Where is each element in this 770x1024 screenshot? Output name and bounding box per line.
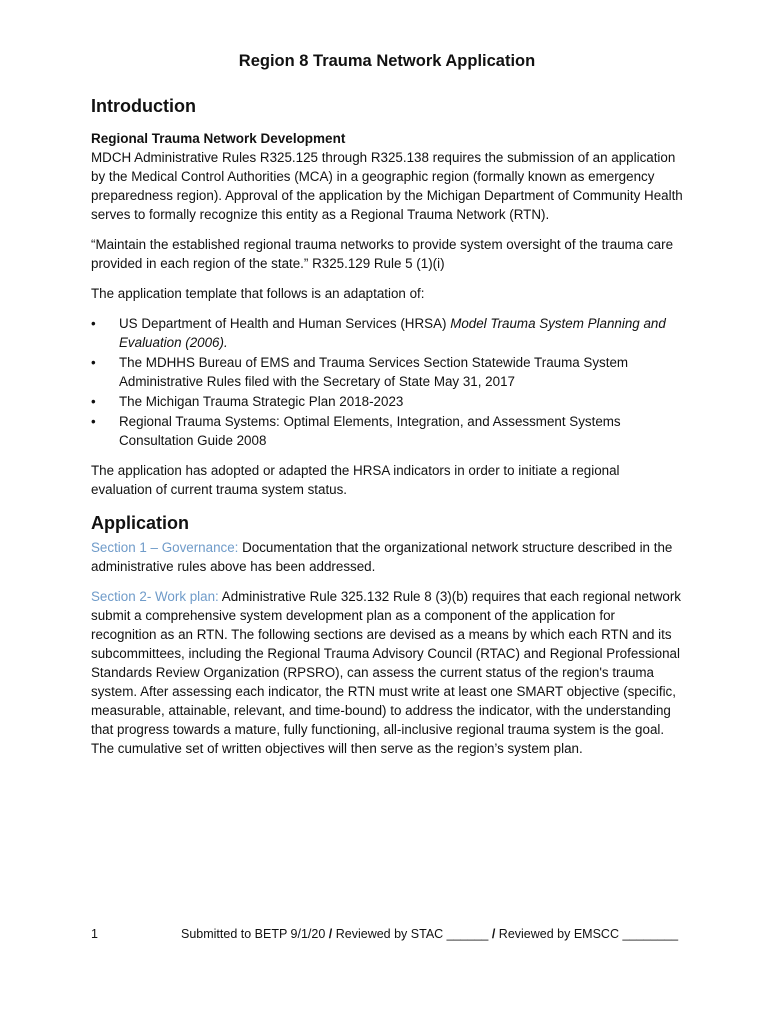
list-item <box>91 412 683 450</box>
document-title: Region 8 Trauma Network Application <box>238 52 536 70</box>
section-2-text: Administrative Rule 325.132 Rule 8 (3)(b) requires that each regional network submit a comprehensive system development plan as a component of the application for recognition as an RTN. The following sections are devised as a means by which each RTN and its subcommittees, including the Regional Trauma Advisory Council (RTAC) and Regional Professional Standards Review Organization (RPSRO), can assess the current status of the region's trauma system. After assessing each indicator, the RTN must write at least one SMART objective (specific, measurable, attainable, relevant, and time-bound) to address the indicator, with the understanding that progress towards a mature, fully functioning, all-inclusive regional trauma system is the goal. The cumulative set of written objectives will then serve as the region’s system plan. <box>91 589 681 756</box>
introduction-heading: Introduction <box>91 96 196 116</box>
adaptation-sources-list <box>91 314 683 450</box>
intro-paragraph-1: MDCH Administrative Rules R325.125 through R325.138 requires the submission of an application by the Medical Control Authorities (MCA) in a geographic region (formally known as emergency preparedness region). Approval of the application by the Michigan Department of Community Health serves to formally recognize this entity as a Regional Trauma Network (RTN). <box>91 150 683 222</box>
bullet-icon: • <box>91 394 96 409</box>
section-2-label: Section 2- Work plan: <box>91 589 219 604</box>
section-1-text: Documentation that the organizational network structure described in the administrative rules above has been addressed. <box>91 540 673 574</box>
list-item <box>91 353 683 391</box>
list-item <box>91 314 683 352</box>
list-item-text: Regional Trauma Systems: Optimal Elements, Integration, and Assessment Systems Consultation Guide 2008 <box>119 414 621 448</box>
page-footer <box>91 924 683 944</box>
bullet-icon: • <box>91 414 96 429</box>
page-number: 1 <box>91 927 98 941</box>
bullet-icon: • <box>91 355 96 370</box>
list-item-text: The MDHHS Bureau of EMS and Trauma Services Section Statewide Trauma System Administrative Rules filed with the Secretary of State May 31, 2017 <box>119 355 629 389</box>
list-item-italic: Model Trauma System Planning and Evaluation (2006). <box>119 316 666 350</box>
submitted-text: Submitted to BETP 9/1/20 <box>181 927 329 941</box>
section-1-label: Section 1 – Governance: <box>91 540 239 555</box>
intro-paragraph-4: The application has adopted or adapted the HRSA indicators in order to initiate a regional evaluation of current trauma system status. <box>91 463 620 497</box>
separator-slash: / <box>491 927 496 941</box>
reviewed-emscc-text: Reviewed by EMSCC ________ <box>495 927 679 941</box>
bullet-icon: • <box>91 316 96 331</box>
intro-quote-paragraph: “Maintain the established regional trauma networks to provide system oversight of the trauma care provided in each region of the state.” R325.129 Rule 5 (1)(i) <box>91 237 674 271</box>
list-item-text: The Michigan Trauma Strategic Plan 2018-2023 <box>119 394 404 409</box>
rtn-development-subheading: Regional Trauma Network Development <box>91 131 346 146</box>
section-2-paragraph <box>91 587 683 758</box>
intro-paragraph-3: The application template that follows is an adaptation of: <box>91 286 425 301</box>
document-content <box>91 50 683 769</box>
reviewed-stac-text: Reviewed by STAC ______ <box>332 927 492 941</box>
review-status-note <box>181 924 678 944</box>
list-item-text: US Department of Health and Human Services (HRSA) <box>119 316 451 331</box>
list-item <box>91 392 683 411</box>
application-heading: Application <box>91 513 189 533</box>
section-1-paragraph <box>91 538 683 576</box>
separator-slash: / <box>328 927 333 941</box>
